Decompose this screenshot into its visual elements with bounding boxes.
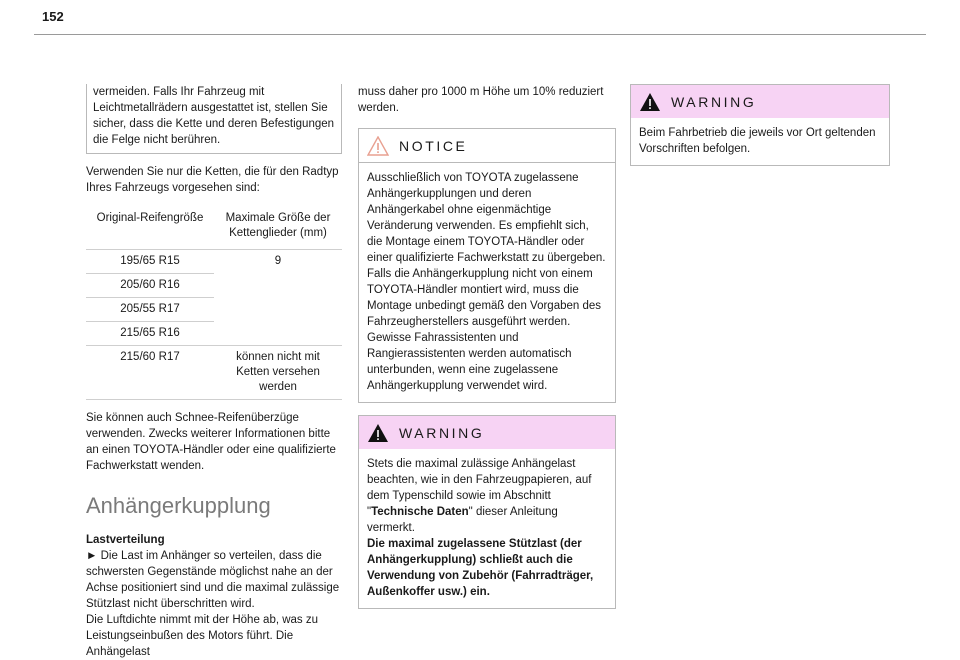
notice-box <box>358 128 616 403</box>
notice-header <box>359 129 615 163</box>
table-cell-merged-value: 9 <box>214 250 342 346</box>
table-cell-size: 205/60 R16 <box>86 274 214 298</box>
snow-cover-text: Sie können auch Schnee-Reifenüberzüge verwenden. Zwecks weiterer Informationen bitte an einen TOYOTA-Händler oder eine qualifizierte Fachwerkstatt wenden. <box>86 412 336 472</box>
chain-caution-box <box>86 84 342 154</box>
page-number: 152 <box>42 9 64 24</box>
table-row <box>86 250 342 274</box>
chain-intro-text: Verwenden Sie nur die Ketten, die für den Radtyp Ihres Fahrzeugs vorgesehen sind: <box>86 166 339 194</box>
table-cell-size: 215/65 R16 <box>86 322 214 346</box>
table-cell-size: 205/55 R17 <box>86 298 214 322</box>
continued-text: muss daher pro 1000 m Höhe um 10% reduziert werden. <box>358 86 604 114</box>
column-left <box>86 84 342 660</box>
warning-text-b: " dieser Anleitung vermerkt. <box>367 506 558 534</box>
warning-text-a: Stets die maximal zulässige Anhängelast beachten, wie in den Fahrzeugpapieren, auf dem Typenschild sowie im Abschnitt " <box>367 458 592 518</box>
table-cell-size: 195/65 R15 <box>86 250 214 274</box>
table-row <box>86 346 342 400</box>
load-bullet-text: Die Last im Anhänger so verteilen, dass die schwersten Gegenstände möglichst nahe an der Achse positioniert sind und die maximal zulässige Stützlast nicht überschritten wird. <box>86 550 340 610</box>
warning-paragraph <box>367 456 607 536</box>
column-right <box>630 84 890 166</box>
chain-size-table <box>86 205 342 400</box>
subheading-load: Lastverteilung <box>86 534 165 546</box>
notice-body <box>359 163 615 402</box>
warning-triangle-icon <box>367 423 389 443</box>
notice-paragraph: Gewisse Fahrassistenten und Rangierassistenten werden automatisch unterbunden, wenn eine zugelassene Anhängerkupplung verwendet wird. <box>367 332 572 392</box>
warning-header <box>359 416 615 449</box>
air-density-text: Die Luftdichte nimmt mit der Höhe ab, was zu Leistungseinbußen des Motors führt. Die Anhängelast <box>86 614 319 658</box>
top-divider <box>34 34 926 35</box>
warning-body <box>359 449 615 608</box>
table-cell-size: 215/60 R17 <box>86 346 214 400</box>
load-bullet <box>86 548 342 612</box>
warning-title: WARNING <box>671 93 757 110</box>
warning-box <box>630 84 890 166</box>
warning-paragraph: Beim Fahrbetrieb die jeweils vor Ort geltenden Vorschriften befolgen. <box>639 127 876 155</box>
table-header-tire-size: Original-Reifengröße <box>86 205 214 250</box>
chain-caution-text: vermeiden. Falls Ihr Fahrzeug mit Leichtmetallrädern ausgestattet ist, stellen Sie sicher, dass die Kette und deren Befestigungen die Felge nicht berühren. <box>93 86 335 146</box>
warning-body <box>631 118 889 165</box>
arrow-icon: ► <box>86 550 98 562</box>
warning-bold-paragraph: Die maximal zugelassene Stützlast (der Anhängerkupplung) schließt auch die Verwendung von Zubehör (Fahrradträger, Außenkoffer usw.) ein. <box>367 538 594 598</box>
warning-box <box>358 415 616 609</box>
notice-title: NOTICE <box>399 137 468 154</box>
notice-paragraph: Falls die Anhängerkupplung nicht von einem TOYOTA-Händler montiert wird, muss die Montage unbedingt gemäß den Vorgaben des Fahrzeugherstellers ausgeführt werden. <box>367 268 602 328</box>
warning-header <box>631 85 889 118</box>
column-middle <box>358 84 616 609</box>
notice-paragraph: Ausschließlich von TOYOTA zugelassene Anhängerkupplungen und deren Anhängerkabel ohne eigenmächtige Veränderung verwenden. Es empfiehlt sich, die Montage einem TOYOTA-Händler oder einer qualifizierte Fachwerkstatt zu übergeben. <box>367 172 606 264</box>
section-title: Anhängerkupplung <box>86 493 271 518</box>
notice-triangle-icon <box>367 136 389 156</box>
warning-triangle-icon <box>639 92 661 112</box>
warning-title: WARNING <box>399 424 485 441</box>
warning-text-bold: Technische Daten <box>371 506 469 518</box>
table-cell-value: können nicht mit Ketten versehen werden <box>214 346 342 400</box>
table-header-chain-size: Maximale Größe der Kettenglieder (mm) <box>214 205 342 250</box>
table-header-row <box>86 205 342 250</box>
